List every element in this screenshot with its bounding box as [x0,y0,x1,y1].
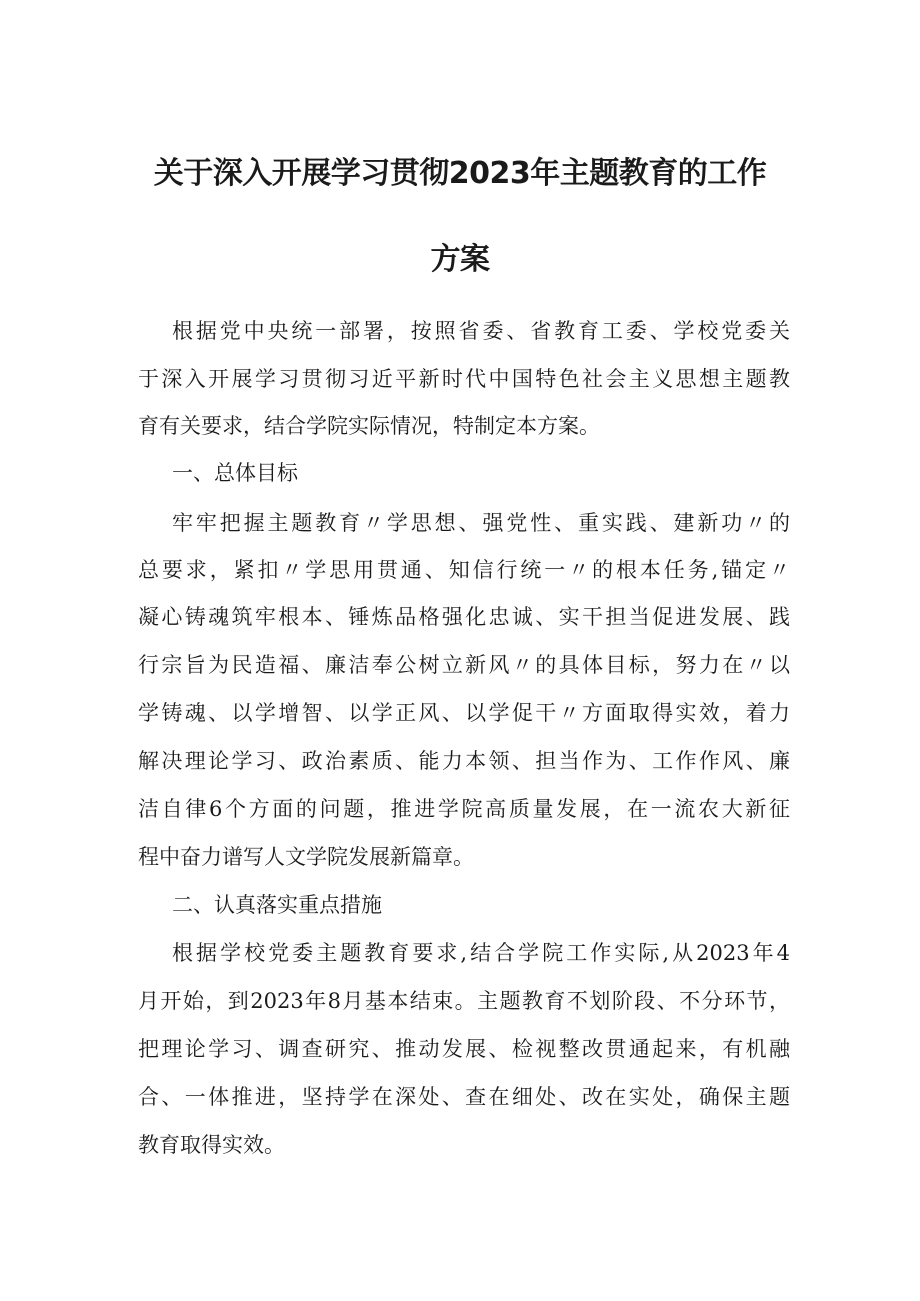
paragraph-goals-line: 学铸魂、以学增智、以学正风、以学促干〃方面取得实效，着力 [138,701,790,725]
paragraph-goals-line: 行宗旨为民造福、廉洁奉公树立新风〃的具体目标，努力在〃以 [138,653,790,677]
paragraph-intro-line: 育有关要求，结合学院实际情况，特制定本方案。 [138,414,600,438]
paragraph-measures-line: 教育取得实效。 [138,1133,285,1157]
paragraph-measures-line: 把理论学习、调查研究、推动发展、检视整改贯通起来，有机融 [138,1037,790,1061]
paragraph-goals-line: 牢牢把握主题教育〃学思想、强党性、重实践、建新功〃的 [172,511,790,535]
paragraph-measures-line: 月开始，到2023年8月基本结束。主题教育不划阶段、不分环节， [138,989,790,1013]
paragraph-goals-line: 解决理论学习、政治素质、能力本领、担当作为、工作作风、廉 [138,749,790,773]
paragraph-intro-line: 根据党中央统一部署，按照省委、省教育工委、学校党委关 [172,319,790,343]
paragraph-intro-line: 于深入开展学习贯彻习近平新时代中国特色社会主义思想主题教 [138,367,790,391]
paragraph-goals-line: 洁自律6个方面的问题，推进学院高质量发展，在一流农大新征 [138,797,790,821]
paragraph-goals-line: 程中奋力谱写人文学院发展新篇章。 [138,845,474,869]
paragraph-measures-line: 根据学校党委主题教育要求,结合学院工作实际,从2023年4 [172,941,790,965]
paragraph-goals-line: 凝心铸魂筑牢根本、锤炼品格强化忠诚、实干担当促进发展、践 [138,605,790,629]
section-heading-key-measures: 二、认真落实重点措施 [172,893,382,917]
paragraph-measures-line: 合、一体推进，坚持学在深处、查在细处、改在实处，确保主题 [138,1085,790,1109]
paragraph-goals-line: 总要求，紧扣〃学思用贯通、知信行统一〃的根本任务,锚定〃 [138,558,790,582]
document-title-line-2: 方案 [430,242,490,277]
document-title-line-1: 关于深入开展学习贯彻2023年主题教育的工作 [153,156,767,191]
section-heading-overall-goals: 一、总体目标 [172,461,298,485]
